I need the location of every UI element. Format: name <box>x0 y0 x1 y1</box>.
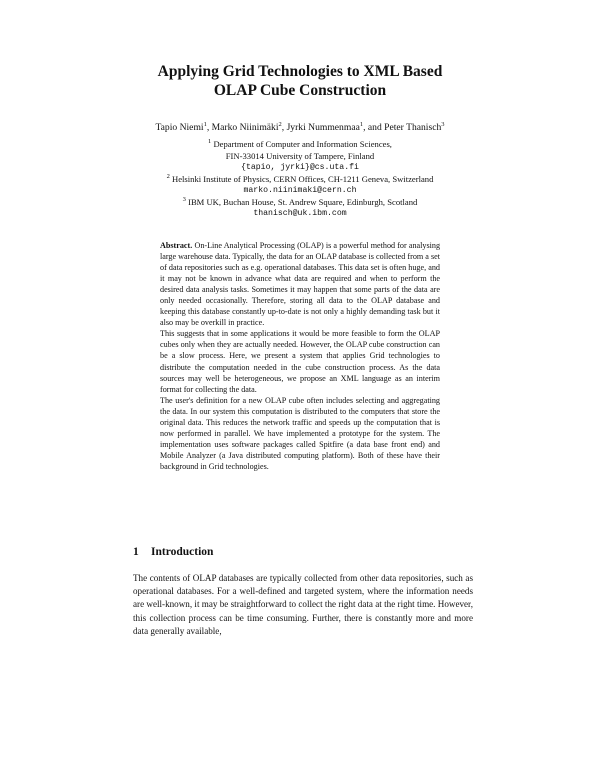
affiliation-block <box>0 139 600 220</box>
body-paragraph: The contents of OLAP databases are typically collected from other data repositories, such as operational databases. For a well-defined and targeted system, where the information needs are well-known, it may be straightforward to collect the right data at the right time. However, this collection process can be time consuming. Further, there is constantly more and more data generally available, <box>133 573 473 636</box>
affiliation-3 <box>0 197 600 220</box>
author-name: and Peter Thanisch <box>367 122 442 133</box>
abstract-text: On-Line Analytical Processing (OLAP) is a powerful method for analysing large warehouse data. Typically, the data for an OLAP database is collected from a set of data repositories such as e.g. operational databases. This data set is often huge, and it may not be known in advance what data are required and when to perform the desired data analysis tasks. Sometimes it may happen that some parts of the data are only needed occasionally. Therefore, storing all data to the OLAP database and keeping this database constantly up-to-date is not only a highly demanding task but it also may be overkill in practice. <box>160 241 441 328</box>
author-affiliation-mark: 3 <box>441 121 445 128</box>
affiliation-text: Helsinki Institute of Physics, CERN Offices, CH-1211 Geneva, Switzerland <box>172 173 434 184</box>
affiliation-email: {tapio, jyrki}@cs.uta.fi <box>241 163 359 172</box>
affiliation-email: marko.niinimaki@cern.ch <box>243 186 357 195</box>
section-number: 1 <box>133 546 139 558</box>
affiliation-text: IBM UK, Buchan House, St. Andrew Square, Edinburgh, Scotland <box>188 196 418 207</box>
abstract <box>160 240 440 472</box>
abstract-label: Abstract. <box>160 241 193 250</box>
author-affiliation-mark: 1 <box>359 121 364 128</box>
affiliation-mark: 2 <box>166 172 170 180</box>
affiliation-text: FIN-33014 University of Tampere, Finland <box>225 150 375 161</box>
affiliation-text: Department of Computer and Information Sciences, <box>213 139 392 149</box>
author-name: Marko Niinimäki <box>211 122 279 133</box>
author-name: Tapio Niemi <box>155 122 204 133</box>
author-name: Jyrki Nummenmaa <box>286 122 360 133</box>
affiliation-email: thanisch@uk.ibm.com <box>253 209 347 218</box>
section-body <box>133 572 473 638</box>
author-affiliation-mark: 2 <box>278 121 282 128</box>
section-heading <box>133 546 213 558</box>
title-line-2: OLAP Cube Construction <box>213 82 387 99</box>
section-title: Introduction <box>151 546 214 558</box>
title-line-1: Applying Grid Technologies to XML Based <box>157 63 443 80</box>
author-affiliation-mark: 1 <box>203 121 207 128</box>
abstract-paragraph-2: This suggests that in some applications it would be more feasible to form the OLAP cubes only when they are actually needed. However, the OLAP cube construction can be a slow process. Here, we present a system that applies Grid technologies to distribute the computation needed in the cube construction process. As the data sources may well be heterogeneous, we propose an XML language as an interim format for collecting the data. <box>160 329 440 394</box>
affiliation-1 <box>0 139 600 174</box>
affiliation-mark: 1 <box>208 138 212 145</box>
author-list: Tapio Niemi$^1$, Marko Niinimäki$^2$, Jyrki Nummenmaa$^1$, and Peter Thanisch$^3$ <box>155 121 445 133</box>
paper-title <box>0 62 600 100</box>
abstract-paragraph-1 <box>160 240 440 328</box>
affiliation-2 <box>0 174 600 197</box>
abstract-paragraph-3: The user's definition for a new OLAP cube often includes selecting and aggregating the data. In our system this computation is distributed to the computers that store the original data. This reduces the network traffic and speeds up the computation that is now performed in parallel. We have implemented a prototype for the system. The implementation uses software packages called Spitfire (a data base front end) and Mobile Analyzer (a Java distributed computing platform). Both of these have their background in Grid technologies. <box>160 395 440 471</box>
affiliation-mark: 3 <box>182 195 186 203</box>
